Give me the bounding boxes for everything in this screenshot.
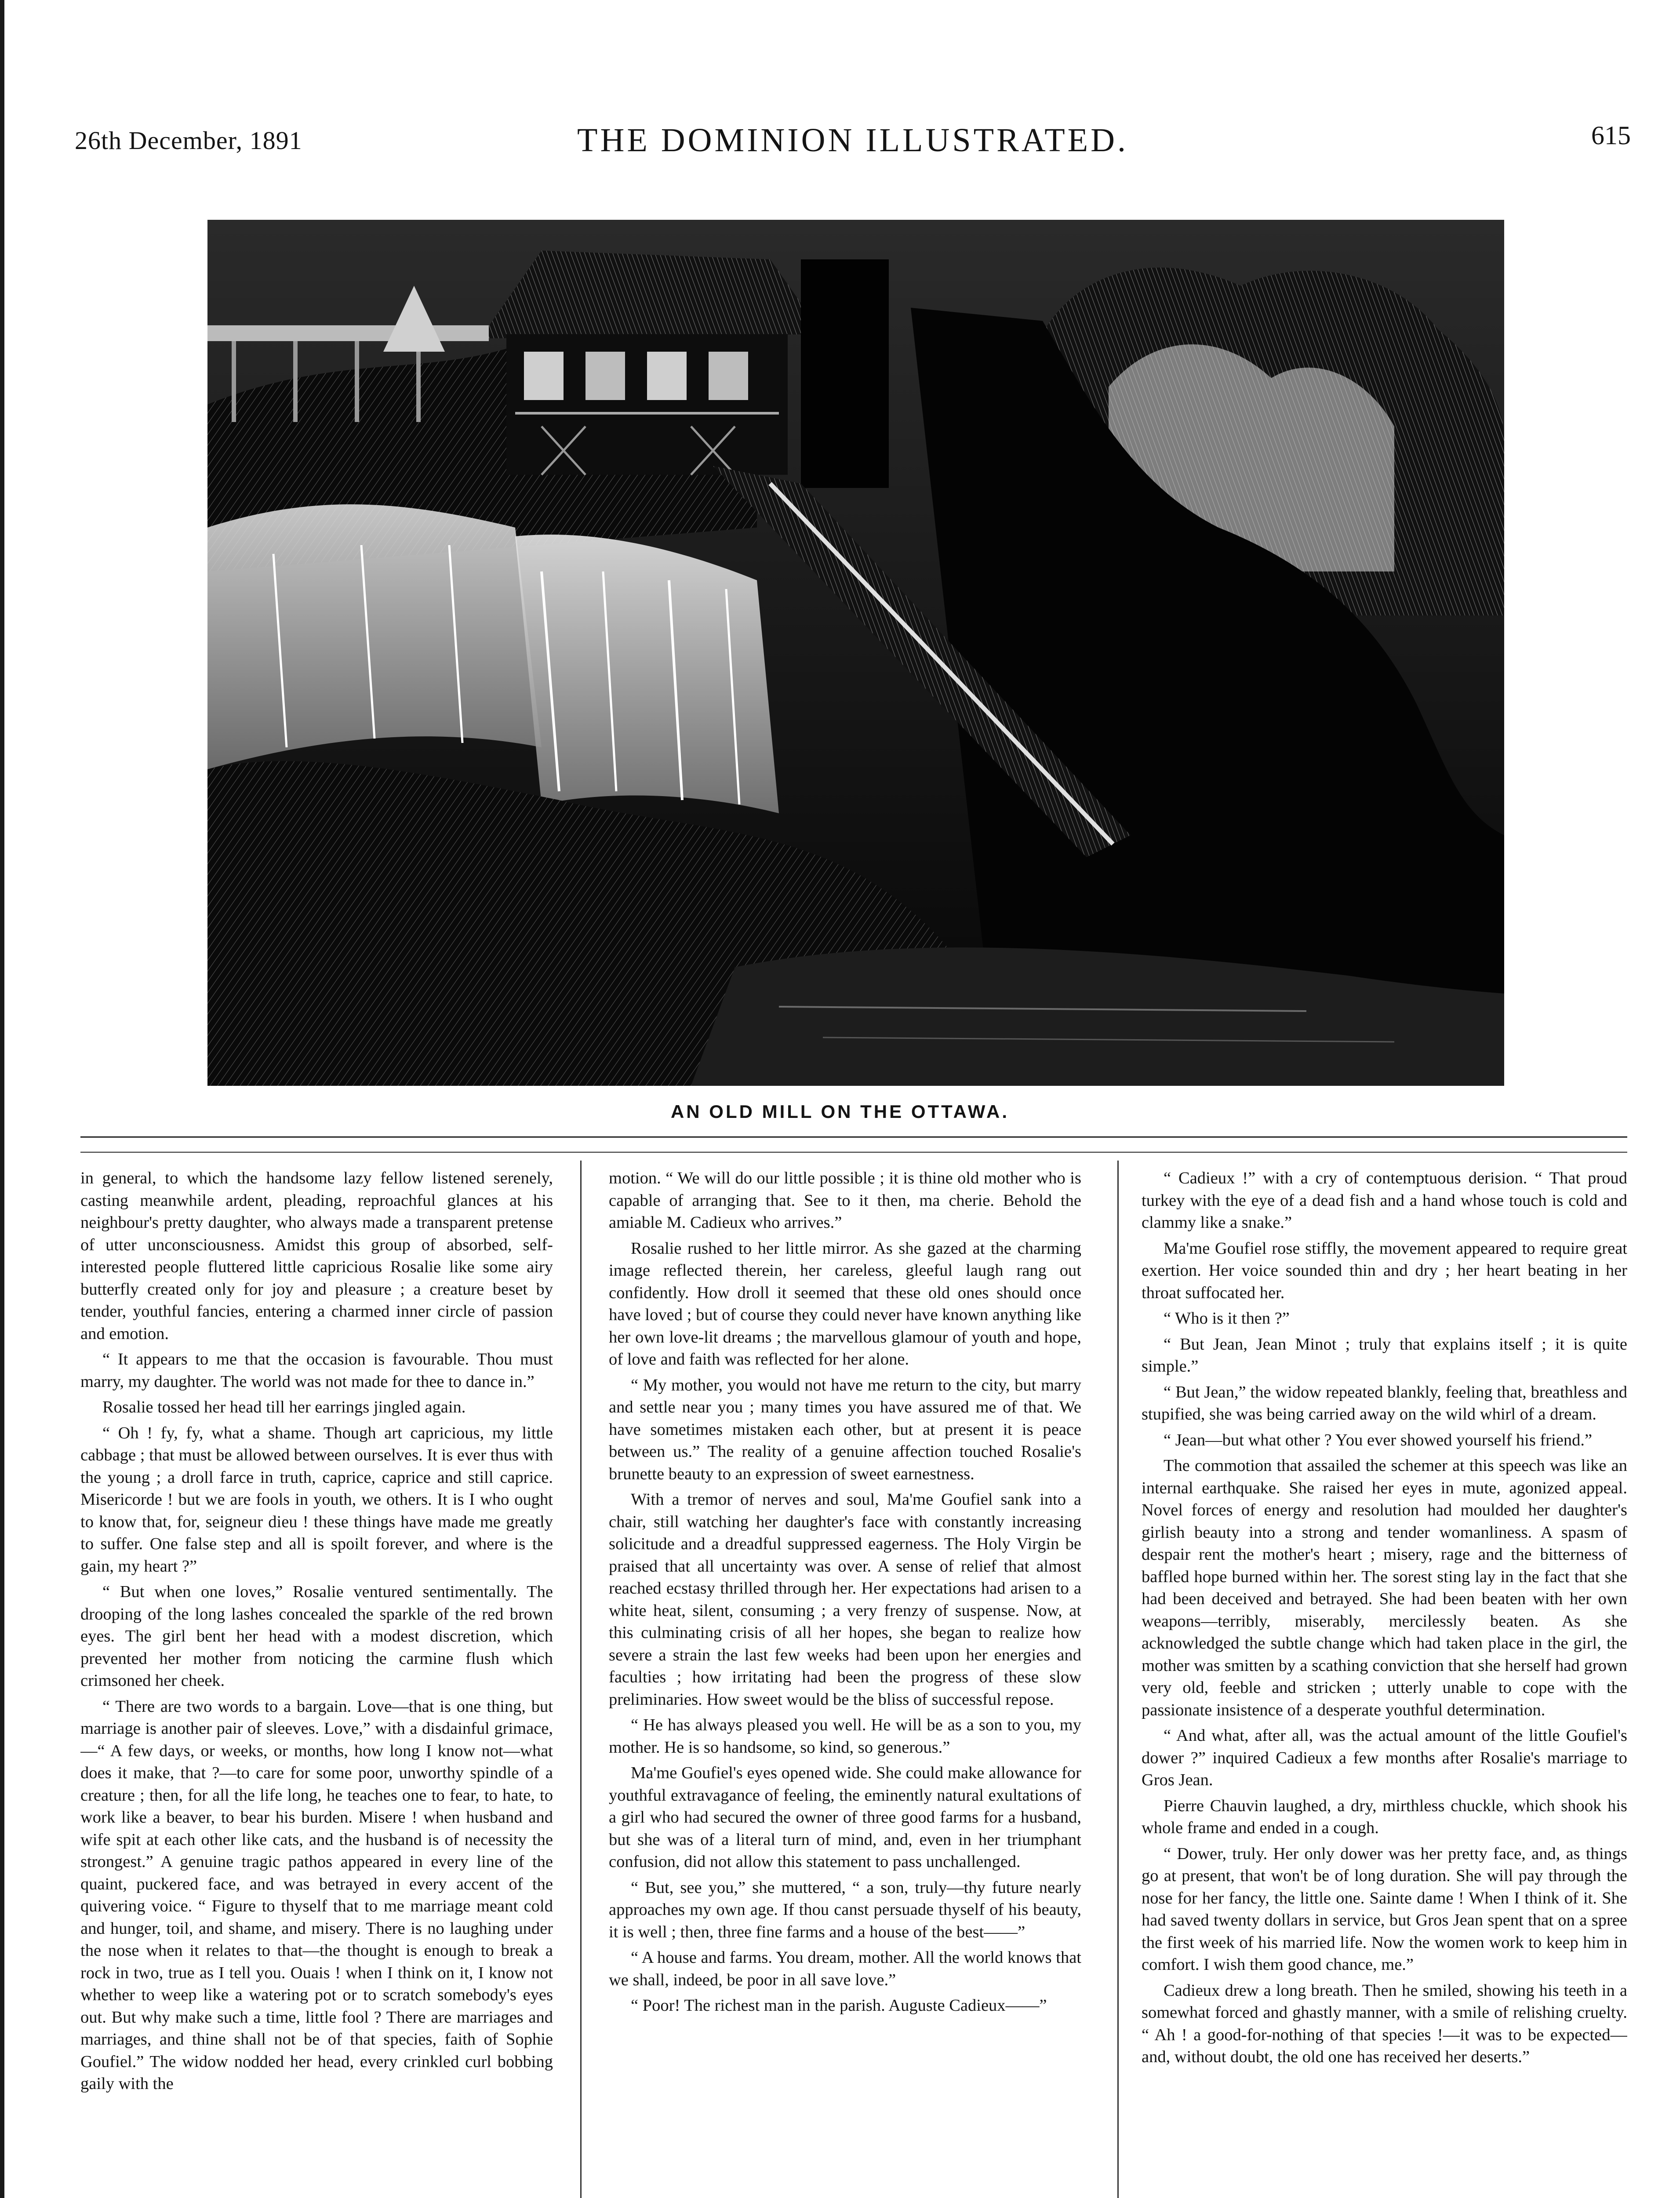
publication-title: THE DOMINION ILLUSTRATED. (577, 122, 1128, 159)
mill-engraving (207, 220, 1504, 1086)
paragraph: “ Oh ! fy, fy, what a shame. Though art capricious, my little cabbage ; that must be allowed between ourselves. It is ever thus with the young ; a droll farce in truth, caprice, caprice and still caprice. Misericorde ! but we are fools in youth, we others. It is I who ought to know that, for, seigneur dieu ! these things have made me greatly to suffer. One false step and all is spoilt forever, and where is the gain, my heart ?” (80, 1423, 553, 1576)
page-number: 615 (1591, 121, 1631, 150)
paragraph: “ And what, after all, was the actual amount of the little Goufiel's dower ?” inquired Cadieux a few months after Rosalie's marriage to Gros Jean. (1142, 1726, 1627, 1789)
text-column-1 (80, 1167, 553, 2198)
page-header (75, 118, 1631, 162)
paragraph: “ But Jean,” the widow repeated blankly, feeling that, breathless and stupified, she was being carried away on the wild whirl of a dream. (1142, 1383, 1627, 1423)
paragraph: in general, to which the handsome lazy fellow listened serenely, casting meanwhile ardent, pleading, reproachful glances at his neighbour's pretty daughter, who always made a transparent pretense of utter unconsciousness. Amidst this group of absorbed, self-interested people fluttered little capricious Rosalie like some airy butterfly created only for joy and pleasure ; a creature beset by tender, youthful fancies, entering a charmed inner circle of passion and emotion. (80, 1169, 553, 1343)
paragraph: “ Who is it then ?” (1164, 1309, 1290, 1328)
paragraph: “ It appears to me that the occasion is favourable. Thou must marry, my daughter. The world was not made for thee to dance in.” (80, 1350, 553, 1391)
mill-engraving-art (207, 220, 1504, 1086)
paragraph: Cadieux drew a long breath. Then he smiled, showing his teeth in a somewhat forced and ghastly manner, with a smile of relishing cruelty. “ Ah ! a good-for-nothing of that species !—it was to be expected—and, without doubt, the old one has received her deserts.” (1142, 1981, 1627, 2066)
paragraph: “ But, see you,” she muttered, “ a son, truly—thy future nearly approaches my own age. If thou canst persuade thyself of his beauty, it is well ; then, three fine farms and a house of the best——” (609, 1878, 1081, 1941)
paragraph: With a tremor of nerves and soul, Ma'me Goufiel sank into a chair, still watching her daughter's face with constantly increasing solicitude and a dreadful suppressed eagerness. The Holy Virgin be praised that all uncertainty was over. A sense of relief that almost reached ecstasy thrilled through her. Her expectations had arisen to a white heat, silent, consuming ; a very frenzy of suspense. Now, at this culminating crisis of all her hopes, she began to realize how severe a strain the last few weeks had been upon her energies and faculties ; how irritating had been the progress of these slow preliminaries. How sweet would be the bliss of successful repose. (609, 1490, 1081, 1709)
paragraph: The commotion that assailed the schemer at this speech was like an internal earthquake. She raised her eyes in mute, agonized appeal. Novel forces of energy and resolution had moulded her daughter's girlish beauty into a strong and tender womanliness. A spasm of despair rent the mother's heart ; misery, rage and the bitterness of baffled hope burned within her. The sorest sting lay in the fact that she had been deceived and betrayed. She had been beaten with her own weapons—terribly, miserably, mercilessly beaten. As she acknowledged the subtle change which had taken place in the girl, the mother was smitten by a scathing conviction that she herself had grown very old, feeble and stricken ; utterly unable to cope with the passionate insistence of a desperate youthful determination. (1142, 1456, 1627, 1719)
text-column-2 (609, 1167, 1081, 2198)
paragraph: “ Poor! The richest man in the parish. Auguste Cadieux——” (631, 1996, 1047, 2015)
column-divider-1 (580, 1161, 582, 2198)
mill-building (480, 251, 889, 488)
paragraph: Ma'me Goufiel's eyes opened wide. She could make allowance for youthful extravagance of feeling, the eminently natural exultations of a girl who had secured the owner of three good farms for a husband, but she was of a literal turn of mind, and, even in her triumphant confusion, did not allow this statement to pass unchallenged. (609, 1764, 1081, 1871)
text-column-3 (1142, 1167, 1627, 2198)
paragraph: “ Jean—but what other ? You ever showed yourself his friend.” (1164, 1430, 1593, 1449)
paragraph: “ He has always pleased you well. He will be as a son to you, my mother. He is so handsome, so kind, so generous.” (609, 1716, 1081, 1757)
paragraph: “ But when one loves,” Rosalie ventured sentimentally. The drooping of the long lashes concealed the sparkle of the red brown eyes. The girl bent her head with a modest discretion, which prevented her mother from noticing the carmine flush which crimsoned her cheek. (80, 1583, 553, 1690)
paragraph: “ My mother, you would not have me return to the city, but marry and settle near you ; many times you have assured me of that. We have sometimes mistaken each other, but at present it is peace between us.” The reality of a genuine affection touched Rosalie's brunette beauty to an expression of sweet earnestness. (609, 1376, 1081, 1483)
paragraph: “ Cadieux !” with a cry of contemptuous derision. “ That proud turkey with the eye of a dead fish and a hand whose touch is cold and clammy like a snake.” (1142, 1169, 1627, 1232)
column-top-rule (80, 1152, 1627, 1153)
column-divider-2 (1117, 1161, 1119, 2198)
caption-rule (80, 1136, 1627, 1138)
figure-caption: AN OLD MILL ON THE OTTAWA. (670, 1101, 1010, 1122)
paragraph: “ There are two words to a bargain. Love—that is one thing, but marriage is another pair of sleeves. Love,” with a disdainful grimace,—“ A few days, or weeks, or months, how long I know not—what does it make, that ?—to care for some poor, unworthy spindle of a creature ; then, for all the life long, he teaches one to fear, to hate, to work like a beaver, to bear his burden. Misere ! when husband and wife spit at each other like cats, and the husband is of necessity the strongest.” A genuine tragic pathos appeared in every line of the quaint, puckered face, and was betrayed in every accent of the quivering voice. “ Figure to thyself that to me marriage meant cold and hunger, toil, and shame, and misery. There is no laughing under the nose when it relates to that—the thought is enough to break a rock in two, true as I tell you. Ouais ! when I think on it, I know not whether to weep like a watering pot or to scratch somebody's eyes out. But why make such a time, little fool ? There are marriages and marriages, and thine shall not be of that species, faith of Sophie Goufiel.” The widow nodded her head, every crinkled curl bobbing gaily with the (80, 1697, 553, 2093)
paragraph: “ Dower, truly. Her only dower was her pretty face, and, as things go at present, that won't be of long duration. She will pay through the nose for her fancy, the little one. Sainte dame ! When I think of it. She had saved twenty dollars in service, but Gros Jean spent that on a spree the first week of his married life. Now the women work to keep him in comfort. I wish them good chance, me.” (1142, 1844, 1627, 1974)
paragraph: Rosalie tossed her head till her earrings jingled again. (102, 1398, 466, 1416)
paragraph: Rosalie rushed to her little mirror. As she gazed at the charming image reflected therein, her careless, gleeful laugh rang out confidently. How droll it seemed that these old ones should once have loved ; but of course they could never have known anything like her own love-lit dreams ; the marvellous glamour of youth and hope, of love and faith was reflected for her alone. (609, 1239, 1081, 1368)
paragraph: “ But Jean, Jean Minot ; truly that explains itself ; it is quite simple.” (1142, 1335, 1627, 1376)
paragraph: motion. “ We will do our little possible ; it is thine old mother who is capable of arranging that. See to it then, ma cherie. Behold the amiable M. Cadieux who arrives.” (609, 1169, 1081, 1232)
issue-date: 26th December, 1891 (75, 126, 302, 155)
paragraph: Ma'me Goufiel rose stiffly, the movement appeared to require great exertion. Her voice sounded thin and dry ; her heart beating in her throat suffocated her. (1142, 1239, 1627, 1302)
page-edge (0, 0, 4, 2198)
paragraph: Pierre Chauvin laughed, a dry, mirthless chuckle, which shook his whole frame and ended in a cough. (1142, 1796, 1627, 1837)
paragraph: “ A house and farms. You dream, mother. All the world knows that we shall, indeed, be poor in all save love.” (609, 1948, 1081, 1989)
